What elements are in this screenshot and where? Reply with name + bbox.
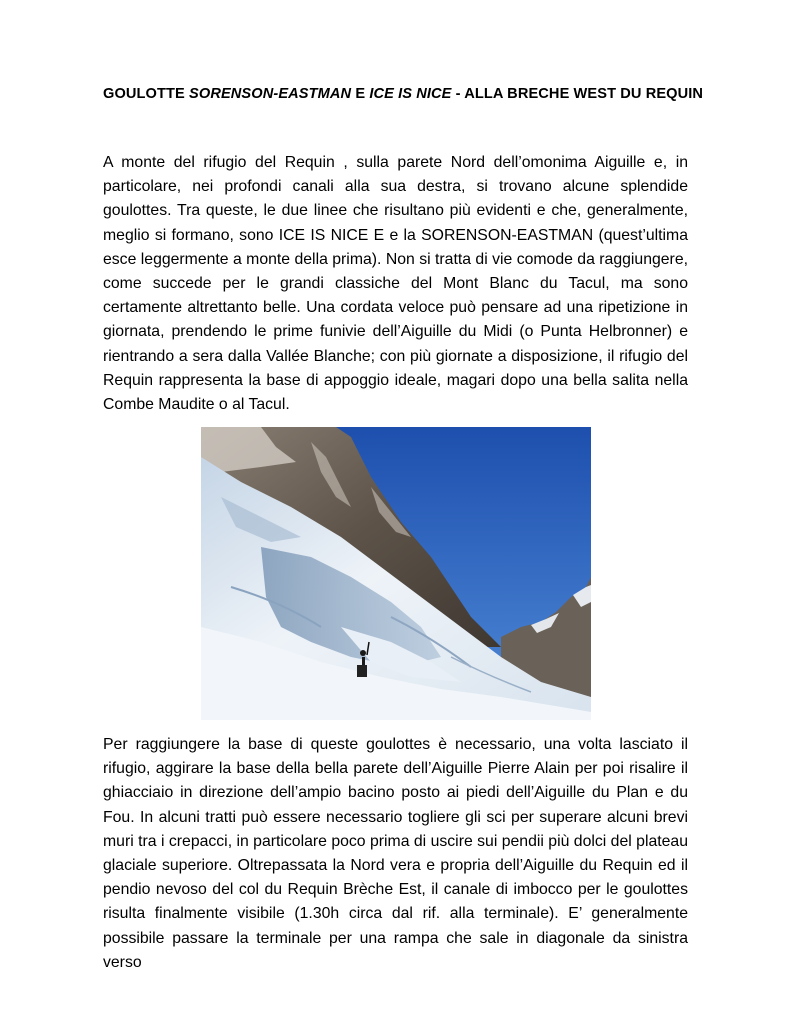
title-part-3: E bbox=[351, 86, 370, 102]
title-part-5: - ALLA BRECHE WEST DU REQUIN bbox=[451, 86, 704, 102]
title-route-sorenson-eastman: SORENSON-EASTMAN bbox=[189, 86, 352, 102]
intro-paragraph: A monte del rifugio del Requin , sulla parete Nord dell’omonima Aiguille e, in particolare, nei profondi canali alla sua destra, si trovano alcune splendide goulottes. Tra queste, le due linee che risultano più evidenti e che, generalmente, meglio si formano, sono ICE IS NICE E e la SORENSON-EASTMAN (quest’ultima esce leggermente a monte della prima). Non si tratta di vie comode da raggiungere, come succede per le grandi classiche del Mont Blanc du Tacul, ma sono certamente altrettanto belle. Una cordata veloce può pensare ad una ripetizione in giornata, prendendo le prime funivie dell’Aiguille du Midi (o Punta Helbronner) e rientrando a sera dalla Vallée Blanche; con più giornate a disposizione, il rifugio del Requin rappresenta la base di appoggio ideale, magari dopo una bella salita nella Combe Maudite o al Tacul. bbox=[103, 154, 688, 414]
glacier-photo bbox=[201, 427, 591, 720]
title-route-ice-is-nice: ICE IS NICE bbox=[369, 86, 452, 102]
document-title bbox=[103, 86, 703, 102]
approach-paragraph: Per raggiungere la base di queste goulottes è necessario, una volta lasciato il rifugio, aggirare la base della bella parete dell’Aiguille Pierre Alain per poi risalire il ghiacciaio in direzione dell’ampio bacino posto ai piedi dell’Aiguille du Plan e du Fou. In alcuni tratti può essere necessario togliere gli sci per superare alcuni brevi muri tra i crepacci, in particolare poco prima di uscire sui pendii più dolci del plateau glaciale superiore. Oltrepassata la Nord vera e propria dell’Aiguille du Requin ed il pendio nevoso del col du Requin Brèche Est, il canale di imbocco per le goulottes risulta finalmente visibile (1.30h circa dal rif. alla terminale). E’ generalmente possibile passare la terminale per una rampa che sale in diagonale da sinistra verso bbox=[103, 736, 688, 971]
title-part-1: GOULOTTE bbox=[103, 86, 190, 102]
